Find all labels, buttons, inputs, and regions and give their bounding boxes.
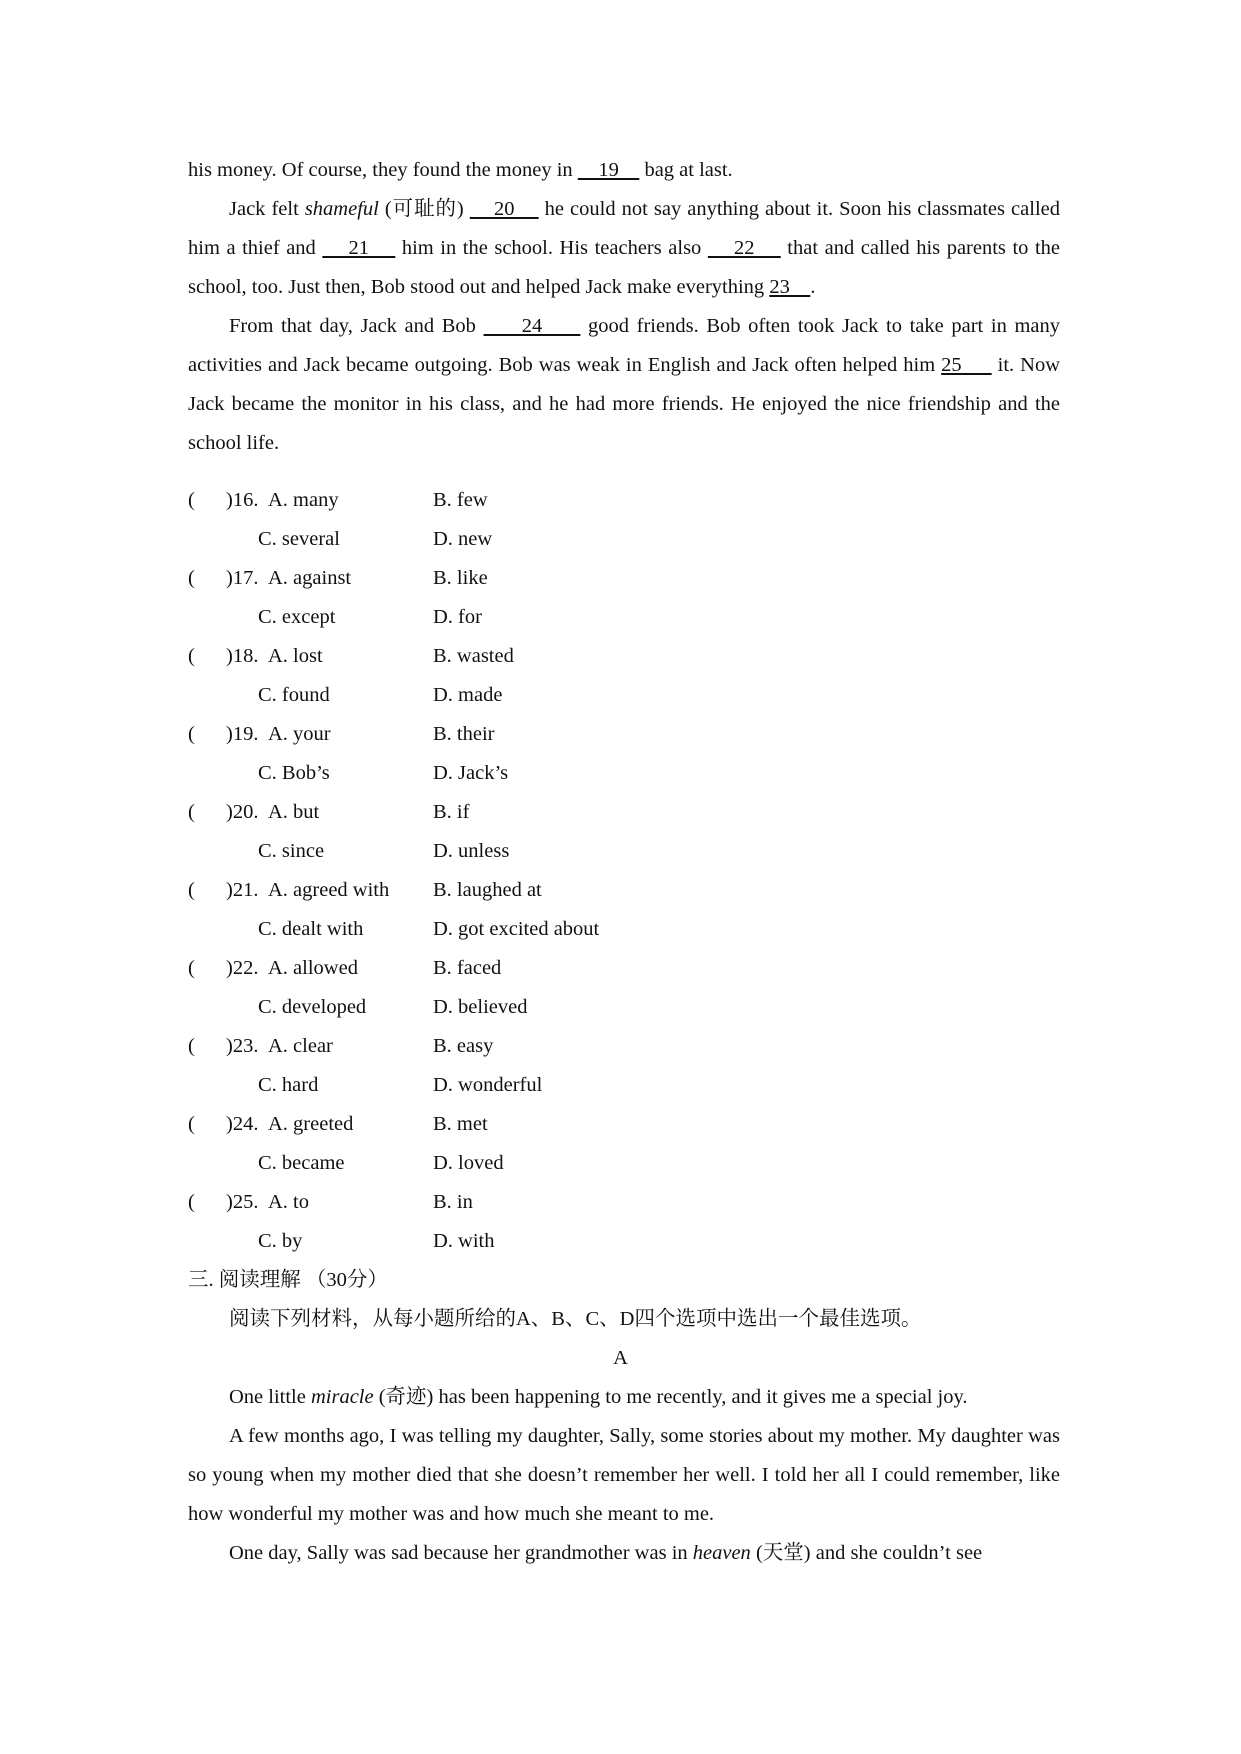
option-a: A. allowed xyxy=(268,957,358,979)
answer-paren: ( xyxy=(188,567,195,589)
answer-paren: ( xyxy=(188,1191,195,1213)
option-d: D. loved xyxy=(433,1152,504,1174)
answer-paren: ( xyxy=(188,879,195,901)
passage-line xyxy=(188,151,1060,190)
text: him in the school. His teachers also xyxy=(395,237,708,259)
option-a: A. against xyxy=(268,567,352,589)
answer-paren: ( xyxy=(188,957,195,979)
option-a: A. many xyxy=(268,489,339,511)
blank-20: 20 xyxy=(469,198,539,220)
blank-25: 25 xyxy=(941,354,992,376)
option-c: C. by xyxy=(258,1230,303,1252)
option-b: B. in xyxy=(433,1191,473,1213)
section-instruction: 阅读下列材料，从每小题所给的A、B、C、D四个选项中选出一个最佳选项。 xyxy=(229,1308,922,1330)
text: he could not say anything about it. Soon his classmates called him a thief and xyxy=(188,198,1060,259)
text: bag at last. xyxy=(639,159,733,181)
passage-paragraph xyxy=(188,1534,1060,1573)
text: Jack felt xyxy=(229,198,305,220)
cloze-passage xyxy=(188,151,1060,463)
option-c: C. developed xyxy=(258,996,367,1018)
option-c: C. several xyxy=(258,528,340,550)
text: that and called his parents to the school, too. Just then, Bob stood out and helped Jack make everything xyxy=(188,237,1060,298)
option-a: A. clear xyxy=(268,1035,333,1057)
question-number: )18. xyxy=(226,645,259,667)
option-a: A. lost xyxy=(268,645,323,667)
option-a: A. agreed with xyxy=(268,879,390,901)
option-b: B. wasted xyxy=(433,645,514,667)
question-number: )16. xyxy=(226,489,259,511)
option-d: D. wonderful xyxy=(433,1074,543,1096)
text: good friends. Bob often took Jack to take part in many activities and Jack became outgoing. Bob was weak in English and Jack often helped him xyxy=(188,315,1060,376)
question-number: )22. xyxy=(226,957,259,979)
option-a: A. your xyxy=(268,723,331,745)
section-title: 三. 阅读理解 （30分） xyxy=(188,1269,388,1291)
option-a: A. to xyxy=(268,1191,309,1213)
option-b: B. few xyxy=(433,489,488,511)
text: it. Now Jack became the monitor in his class, and he had more friends. He enjoyed the nice friendship and the school life. xyxy=(188,354,1061,454)
answer-paren: ( xyxy=(188,801,195,823)
question-number: )19. xyxy=(226,723,259,745)
answer-paren: ( xyxy=(188,1113,195,1135)
blank-24: 24 xyxy=(483,315,581,337)
question-number: )20. xyxy=(226,801,259,823)
question-number: )25. xyxy=(226,1191,259,1213)
text: One little xyxy=(229,1386,311,1408)
option-d: D. for xyxy=(433,606,482,628)
option-d: D. unless xyxy=(433,840,510,862)
reading-passage xyxy=(188,1378,1060,1573)
passage-paragraph xyxy=(188,1378,1060,1417)
option-c: C. except xyxy=(258,606,336,628)
option-c: C. found xyxy=(258,684,330,706)
text: (奇迹) has been happening to me recently, and it gives me a special joy. xyxy=(373,1386,968,1408)
option-c: C. since xyxy=(258,840,325,862)
blank-23: 23 xyxy=(769,276,811,298)
passage-paragraph: A few months ago, I was telling my daughter, Sally, some stories about my mother. My daughter was so young when my mother died that she doesn’t remember her well. I told her all I could remember, like how wonderful my mother was and how much she meant to me. xyxy=(188,1425,1060,1525)
option-b: B. if xyxy=(433,801,470,823)
option-b: B. laughed at xyxy=(433,879,542,901)
text: . xyxy=(810,276,816,298)
option-b: B. like xyxy=(433,567,488,589)
option-d: D. made xyxy=(433,684,503,706)
option-d: D. believed xyxy=(433,996,528,1018)
answer-paren: ( xyxy=(188,723,195,745)
blank-21: 21 xyxy=(322,237,396,259)
option-c: C. hard xyxy=(258,1074,319,1096)
passage-label: A xyxy=(613,1347,628,1369)
text: From that day, Jack and Bob xyxy=(229,315,484,337)
passage-paragraph xyxy=(188,190,1060,307)
option-d: D. Jack’s xyxy=(433,762,509,784)
text: (天堂) and she couldn’t see xyxy=(750,1542,983,1564)
italic-word: shameful xyxy=(304,198,379,220)
option-a: A. greeted xyxy=(268,1113,354,1135)
option-d: D. got excited about xyxy=(433,918,600,940)
blank-19: 19 xyxy=(577,159,640,181)
option-c: C. became xyxy=(258,1152,345,1174)
option-c: C. dealt with xyxy=(258,918,364,940)
question-number: )21. xyxy=(226,879,259,901)
text: One day, Sally was sad because her grandmother was in xyxy=(229,1542,693,1564)
question-number: )23. xyxy=(226,1035,259,1057)
option-d: D. new xyxy=(433,528,493,550)
option-a: A. but xyxy=(268,801,320,823)
text: his money. Of course, they found the money in xyxy=(188,159,578,181)
italic-word: heaven xyxy=(692,1542,751,1564)
question-number: )24. xyxy=(226,1113,259,1135)
answer-paren: ( xyxy=(188,489,195,511)
option-b: B. met xyxy=(433,1113,488,1135)
option-b: B. their xyxy=(433,723,495,745)
passage-paragraph xyxy=(188,307,1060,463)
option-b: B. easy xyxy=(433,1035,494,1057)
question-number: )17. xyxy=(226,567,259,589)
blank-22: 22 xyxy=(707,237,781,259)
answer-paren: ( xyxy=(188,645,195,667)
italic-word: miracle xyxy=(310,1386,374,1408)
option-d: D. with xyxy=(433,1230,495,1252)
option-b: B. faced xyxy=(433,957,502,979)
answer-paren: ( xyxy=(188,1035,195,1057)
option-c: C. Bob’s xyxy=(258,762,330,784)
text: (可耻的) xyxy=(378,198,470,220)
